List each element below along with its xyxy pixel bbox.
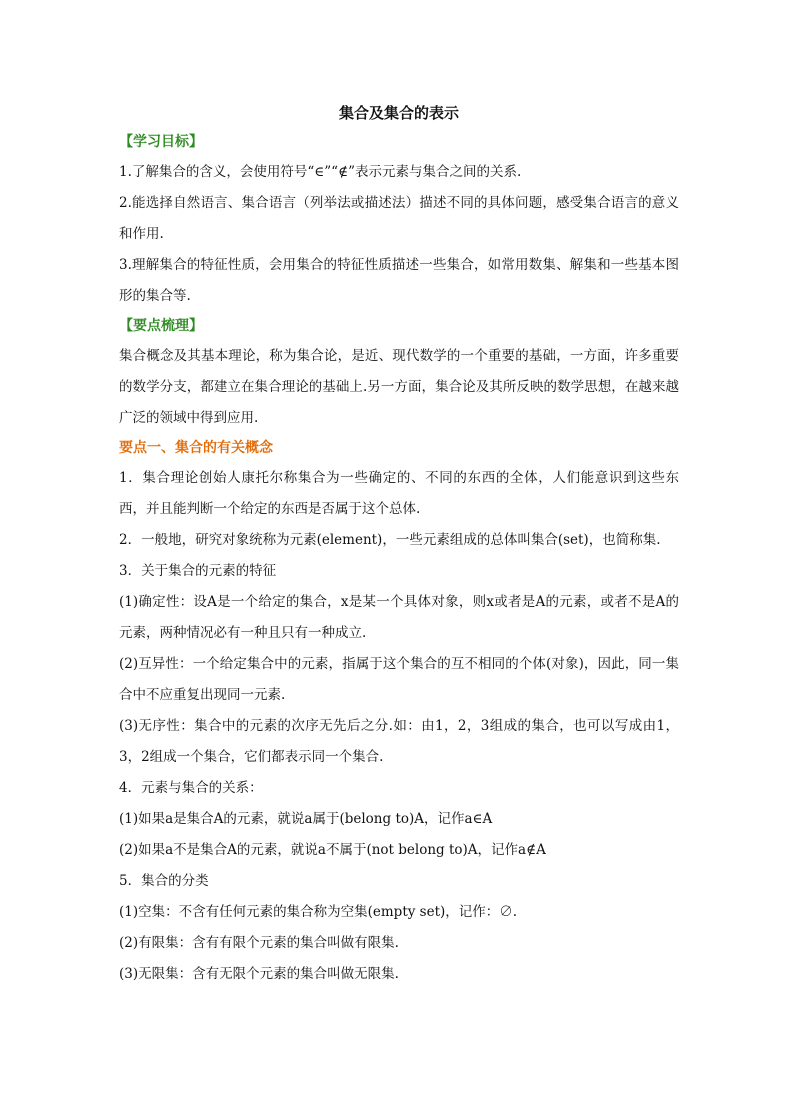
goal-item-3: 3.理解集合的特征性质，会用集合的特征性质描述一些集合，如常用数集、解集和一些基本图形的集合等. xyxy=(119,257,679,304)
document-content xyxy=(119,98,679,990)
feature-determinacy: (1)确定性：设A是一个给定的集合，x是某一个具体对象，则x或者是A的元素，或者不是A的元素，两种情况必有一种且只有一种成立. xyxy=(119,594,679,641)
feature-unorderedness: (3)无序性：集合中的元素的次序无先后之分.如：由1，2，3组成的集合，也可以写成由1，3，2组成一个集合，它们都表示同一个集合. xyxy=(119,718,679,765)
goal-item-1: 1.了解集合的含义，会使用符号“∈”“∉”表示元素与集合之间的关系. xyxy=(119,164,522,180)
relation-belongs: (1)如果a是集合A的元素，就说a属于(belong to)A，记作a∈A xyxy=(119,811,493,827)
feature-distinctness: (2)互异性：一个给定集合中的元素，指属于这个集合的互不相同的个体(对象)，因此，同一集合中不应重复出现同一元素. xyxy=(119,656,679,703)
section-heading-points: 【要点梳理】 xyxy=(119,318,203,334)
class-finite-set: (2)有限集：含有有限个元素的集合叫做有限集. xyxy=(119,935,399,951)
section-heading-goals: 【学习目标】 xyxy=(119,134,203,150)
page-title: 集合及集合的表示 xyxy=(338,104,459,122)
point1-paragraph-2: 2．一般地，研究对象统称为元素(element)，一些元素组成的总体叫集合(set)，也简称集. xyxy=(119,532,661,548)
intro-paragraph: 集合概念及其基本理论，称为集合论，是近、现代数学的一个重要的基础，一方面，许多重要的数学分支，都建立在集合理论的基础上.另一方面，集合论及其所反映的数学思想，在越来越广泛的领域中得到应用. xyxy=(119,348,679,426)
class-empty-set: (1)空集：不含有任何元素的集合称为空集(empty set)，记作：∅. xyxy=(119,904,518,920)
point1-paragraph-4: 4．元素与集合的关系： xyxy=(119,780,263,796)
goal-item-2: 2.能选择自然语言、集合语言（列举法或描述法）描述不同的具体问题，感受集合语言的意义和作用. xyxy=(119,195,679,242)
point1-paragraph-5: 5．集合的分类 xyxy=(119,873,209,889)
subsection-heading-point1: 要点一、集合的有关概念 xyxy=(119,440,273,456)
relation-not-belongs: (2)如果a不是集合A的元素，就说a不属于(not belong to)A，记作a∉A xyxy=(119,842,546,858)
point1-paragraph-3: 3．关于集合的元素的特征 xyxy=(119,563,277,579)
point1-paragraph-1: 1．集合理论创始人康托尔称集合为一些确定的、不同的东西的全体，人们能意识到这些东西，并且能判断一个给定的东西是否属于这个总体. xyxy=(119,470,679,517)
class-infinite-set: (3)无限集：含有无限个元素的集合叫做无限集. xyxy=(119,966,399,982)
